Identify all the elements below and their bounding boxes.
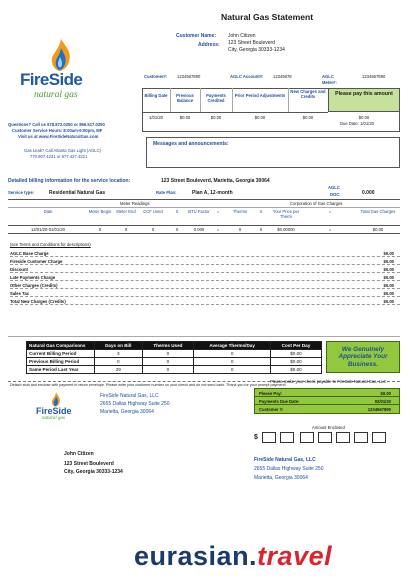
stub-logo (36, 392, 86, 422)
rate-plan: Plan A, 12-month (192, 190, 233, 196)
watermark-part2: travel (257, 541, 333, 571)
comparison-days: 0 (95, 358, 143, 366)
charge-label: Discount (10, 267, 28, 272)
meter-header: BTU Factor (188, 209, 210, 214)
flame-icon (50, 392, 62, 407)
charge-amount: $0.00 (383, 275, 394, 280)
comparison-row (27, 350, 322, 358)
meter-value: 0.000 (193, 227, 205, 232)
billing-header: New Charges and Credits (290, 89, 326, 99)
logo-tagline: natural gas (34, 90, 78, 100)
meter-header: CCF Used (143, 209, 163, 214)
billing-value: $0.00 (302, 115, 314, 120)
payer-name: John Citizen (64, 451, 94, 457)
comparison-period: Current Billing Period (27, 350, 95, 358)
charge-label: Other Charges (Credits) (10, 283, 58, 288)
stub-logo-brand: FireSide (36, 406, 72, 416)
payable-note: Please make your check payable to FireSide Natural Gas, LLC (270, 379, 387, 384)
comparison-therms: 0 (142, 358, 194, 366)
amount-digit-box[interactable] (262, 432, 276, 443)
charge-row (10, 258, 400, 265)
billing-header: Payments Credited (206, 93, 226, 103)
gas-leak-notice: Gas Leak? Call Atlanta Gas Light (AGLC) (24, 148, 102, 153)
contact-website[interactable]: Visit us at www.FireSideNaturalGas.com (18, 134, 99, 139)
billing-header: Billing Date (144, 93, 168, 98)
remit-addr2: Marietta, Georgia 30064 (254, 475, 308, 481)
customer-no: 1234567890 (367, 407, 391, 412)
amount-digit-box[interactable] (372, 432, 386, 443)
due-date: Due Date: 1/01/20 (340, 121, 374, 126)
logo-brand: FireSide (20, 70, 83, 89)
meter-header: Meter Begin (88, 209, 112, 214)
remit-addr1: 2655 Dallas Highway Suite 250 (254, 466, 324, 472)
meter-value: X (259, 227, 263, 232)
billing-header: Please pay this amount (335, 91, 393, 97)
billing-value: $0.00 (358, 115, 370, 120)
charge-row (10, 282, 400, 289)
charge-amount: $0.00 (383, 267, 394, 272)
billing-value: $0.00 (210, 115, 222, 120)
comparison-avg: 0 (194, 358, 271, 366)
meter-header: X (175, 209, 179, 214)
stub-company: FireSide Natural Gas, LLC (100, 393, 159, 399)
meter-value: 0 (151, 227, 155, 232)
amount-enclosed-label: Amount Enclosed (312, 425, 345, 430)
comparison-header-avg: Average Therms/Day (194, 342, 271, 350)
meter-header: Date (43, 209, 53, 214)
billing-header: Prior Period Adjustments (234, 93, 286, 98)
appreciation-text: We Genuinely Appreciate Your Business. (338, 345, 388, 368)
gas-leak-phone: 770.907.4231 or 877.427.4321 (30, 154, 88, 159)
meter-header: = (328, 209, 332, 214)
comparison-cost: $0.00 (270, 358, 321, 366)
amount-digit-box[interactable] (354, 432, 368, 443)
payments-due-label: Payments Due Date: (259, 399, 300, 404)
stub-company-addr2: Marietta, Georgia 30064 (100, 409, 154, 415)
rate-plan-label: Rate Plan: (156, 190, 177, 195)
charge-amount: $0.00 (383, 299, 394, 304)
address-label: Address: (198, 42, 220, 48)
charge-amount: $0.00 (383, 251, 394, 256)
contact-phone: Questions? Call us 678.872.0250 or 866.517.0250 (8, 122, 105, 127)
amount-digit-box[interactable] (300, 432, 314, 443)
amount-digit-box[interactable] (336, 432, 350, 443)
stub-logo-tagline: natural gas (42, 416, 65, 421)
gas-charges-group: Corporation of Gas Charges (290, 201, 343, 206)
meter-header: = (216, 209, 220, 214)
dollar-sign: $ (254, 434, 258, 441)
service-type: Residential Natural Gas (49, 190, 106, 196)
detail-heading: Detailed billing information for the service location: (8, 178, 131, 184)
charge-amount: $0.00 (383, 259, 394, 264)
comparison-therms: 0 (142, 366, 194, 374)
charge-row (10, 250, 400, 257)
appreciation-box (326, 341, 400, 373)
charge-label: AGLC Base Charge (10, 251, 49, 256)
billing-header: Previous Balance (176, 93, 194, 103)
comparison-row (27, 358, 322, 366)
meter-header: X (259, 209, 263, 214)
address-line-1: 123 Street Bouleverd (228, 40, 275, 46)
meter-number: 1234567890 (362, 74, 386, 79)
payer-addr1: 123 Street Bouleverd (64, 461, 114, 467)
service-location: 123 Street Bouleverd, Marietta, Georgia 30064 (161, 178, 270, 184)
messages-box (146, 137, 400, 168)
charge-amount: $0.00 (383, 283, 394, 288)
comparison-header-label: Natural Gas Comparisons (27, 342, 95, 350)
messages-label: Messages and announcements: (153, 141, 229, 147)
customer-name-label: Customer Name: (176, 33, 217, 39)
detach-note: Detach stub and enclose with payment in return envelope. Please write your customer number on your check and do not send cash. Thank you for your prompt payment! (10, 383, 286, 387)
billing-value: $0.00 (179, 115, 191, 120)
please-pay-amount: $0.00 (380, 391, 391, 396)
stub-company-addr1: 2655 Dallas Highway Suite 250 (100, 401, 170, 407)
charge-row (10, 274, 400, 281)
comparison-period: Same Period Last Year (27, 366, 95, 374)
please-pay-label: Please Pay: (259, 391, 283, 396)
comparison-days: 29 (95, 366, 143, 374)
remit-company: FireSide Natural Gas, LLC (254, 457, 316, 463)
customer-no-label: Customer #: (259, 407, 284, 412)
meter-value: = (216, 227, 220, 232)
watermark-part1: eurasian. (134, 541, 258, 571)
charge-row (10, 298, 400, 305)
aglc-doc-label-2: DOC: (330, 192, 341, 197)
customer-number: 1234567890 (177, 74, 201, 79)
charge-amount: $0.00 (383, 291, 394, 296)
amount-digit-box[interactable] (318, 432, 332, 443)
comparison-avg: 0 (194, 366, 271, 374)
comparison-header-therms: Therms Used (142, 342, 194, 350)
meter-value: 0 (238, 227, 242, 232)
comparison-avg: 0 (194, 350, 271, 358)
comparison-header-days: Days on Bill (95, 342, 143, 350)
meter-label-2: Meter#: (322, 80, 337, 85)
comparison-period: Previous Billing Period (27, 358, 95, 366)
meter-header: Your Price per Therm (272, 209, 300, 219)
meter-value: 0 (124, 227, 128, 232)
meter-value: 12/01/20-01/01/20 (31, 227, 65, 232)
comparison-table (26, 341, 322, 374)
meter-header: Total Gas Charges (360, 209, 396, 214)
comparison-header-cost: Cost Per Day (270, 342, 321, 350)
aglc-doc-label-1: AGLC (328, 185, 340, 190)
flame-icon (48, 38, 74, 72)
meter-value: $0.00000 (277, 227, 295, 232)
payer-addr2: City, Georgia 30333-1234 (64, 469, 123, 475)
fireside-logo (20, 38, 140, 108)
meter-header: Meter End (116, 209, 136, 214)
comparison-row (27, 366, 322, 374)
meter-value: = (328, 227, 332, 232)
charge-label: Late Payments Charge (10, 275, 56, 280)
watermark (134, 541, 332, 572)
comparison-therms: 0 (142, 350, 194, 358)
meter-value: $0.00 (372, 227, 384, 232)
payment-summary-box (254, 388, 400, 414)
aglc-doc: 0.000 (362, 190, 375, 196)
amount-digit-box[interactable] (280, 432, 294, 443)
aglc-account-number: 12345678 (273, 74, 292, 79)
billing-value: $0.00 (254, 115, 266, 120)
comparison-cost: $0.00 (270, 366, 321, 374)
charge-label: Fireside Customer Charge (10, 259, 63, 264)
meter-readings-group: Meter Readings (120, 201, 150, 206)
meter-header: Therms (232, 209, 248, 214)
charge-row (10, 266, 400, 273)
charge-row (10, 290, 400, 297)
charge-label: Sales Tax (10, 291, 30, 296)
billing-value: 1/01/20 (149, 115, 163, 120)
statement-title: Natural Gas Statement (221, 12, 314, 22)
terms-link[interactable]: (see Terms and Conditions for descriptions) (10, 242, 91, 247)
customer-number-label: Customer#: (144, 74, 168, 79)
meter-label-1: AGLC (322, 74, 334, 79)
customer-name: John Citizen (228, 33, 256, 39)
address-line-2: City, Georgia 30333-1234 (228, 47, 285, 53)
meter-value: 0 (98, 227, 102, 232)
contact-hours: Customer Service Hours: 8:00am-6:00pm, MF (12, 128, 103, 133)
charge-label: Total New Charges (Credits) (10, 299, 66, 304)
comparison-days: 3 (95, 350, 143, 358)
service-type-label: Service type: (8, 190, 35, 195)
payments-due-date: 02/01/20 (374, 399, 391, 404)
aglc-account-label: AGLC Account#: (230, 74, 264, 79)
comparison-cost: $0.00 (270, 350, 321, 358)
meter-value: X (175, 227, 179, 232)
